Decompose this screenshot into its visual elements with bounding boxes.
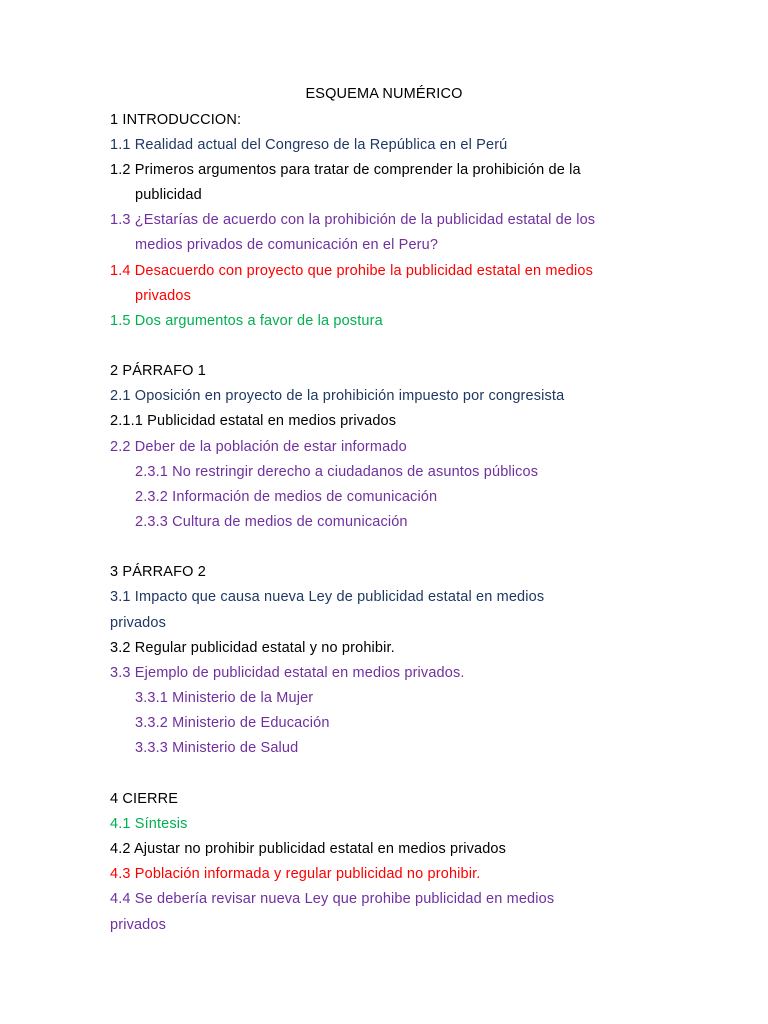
item-1-3: 1.3 ¿Estarías de acuerdo con la prohibición de la publicidad estatal de los <box>110 212 596 228</box>
item-2-3-1: 2.3.1 No restringir derecho a ciudadanos de asuntos públicos <box>135 464 539 480</box>
item-3-3-2: 3.3.2 Ministerio de Educación <box>135 715 330 731</box>
item-4-4-cont: privados <box>110 917 167 933</box>
heading-parrafo-1: 2 PÁRRAFO 1 <box>110 363 206 379</box>
item-2-2: 2.2 Deber de la población de estar informado <box>110 439 407 455</box>
item-2-3-3: 2.3.3 Cultura de medios de comunicación <box>135 514 408 530</box>
item-2-1: 2.1 Oposición en proyecto de la prohibición impuesto por congresista <box>110 388 565 404</box>
item-3-3: 3.3 Ejemplo de publicidad estatal en medios privados. <box>110 665 465 681</box>
item-1-2-cont: publicidad <box>135 187 202 203</box>
item-1-4: 1.4 Desacuerdo con proyecto que prohibe la publicidad estatal en medios <box>110 263 594 279</box>
item-3-1-cont: privados <box>110 615 167 631</box>
heading-introduccion: 1 INTRODUCCION: <box>110 112 242 128</box>
document-title: ESQUEMA NUMÉRICO <box>305 86 463 102</box>
item-1-4-cont: privados <box>135 288 192 304</box>
item-3-2: 3.2 Regular publicidad estatal y no prohibir. <box>110 640 395 656</box>
item-1-5: 1.5 Dos argumentos a favor de la postura <box>110 313 383 329</box>
item-1-2: 1.2 Primeros argumentos para tratar de comprender la prohibición de la <box>110 162 581 178</box>
item-4-2: 4.2 Ajustar no prohibir publicidad estatal en medios privados <box>110 841 507 857</box>
item-4-4: 4.4 Se debería revisar nueva Ley que prohibe publicidad en medios <box>110 891 555 907</box>
item-3-3-3: 3.3.3 Ministerio de Salud <box>135 740 299 756</box>
item-1-1: 1.1 Realidad actual del Congreso de la República en el Perú <box>110 137 508 153</box>
item-3-3-1: 3.3.1 Ministerio de la Mujer <box>135 690 314 706</box>
item-1-3-cont: medios privados de comunicación en el Peru? <box>135 237 439 253</box>
item-3-1: 3.1 Impacto que causa nueva Ley de publicidad estatal en medios <box>110 589 545 605</box>
item-4-3: 4.3 Población informada y regular publicidad no prohibir. <box>110 866 481 882</box>
heading-parrafo-2: 3 PÁRRAFO 2 <box>110 564 206 580</box>
item-2-3-2: 2.3.2 Información de medios de comunicación <box>135 489 438 505</box>
item-4-1: 4.1 Síntesis <box>110 816 188 832</box>
heading-cierre: 4 CIERRE <box>110 791 179 807</box>
item-2-1-1: 2.1.1 Publicidad estatal en medios privados <box>110 413 397 429</box>
